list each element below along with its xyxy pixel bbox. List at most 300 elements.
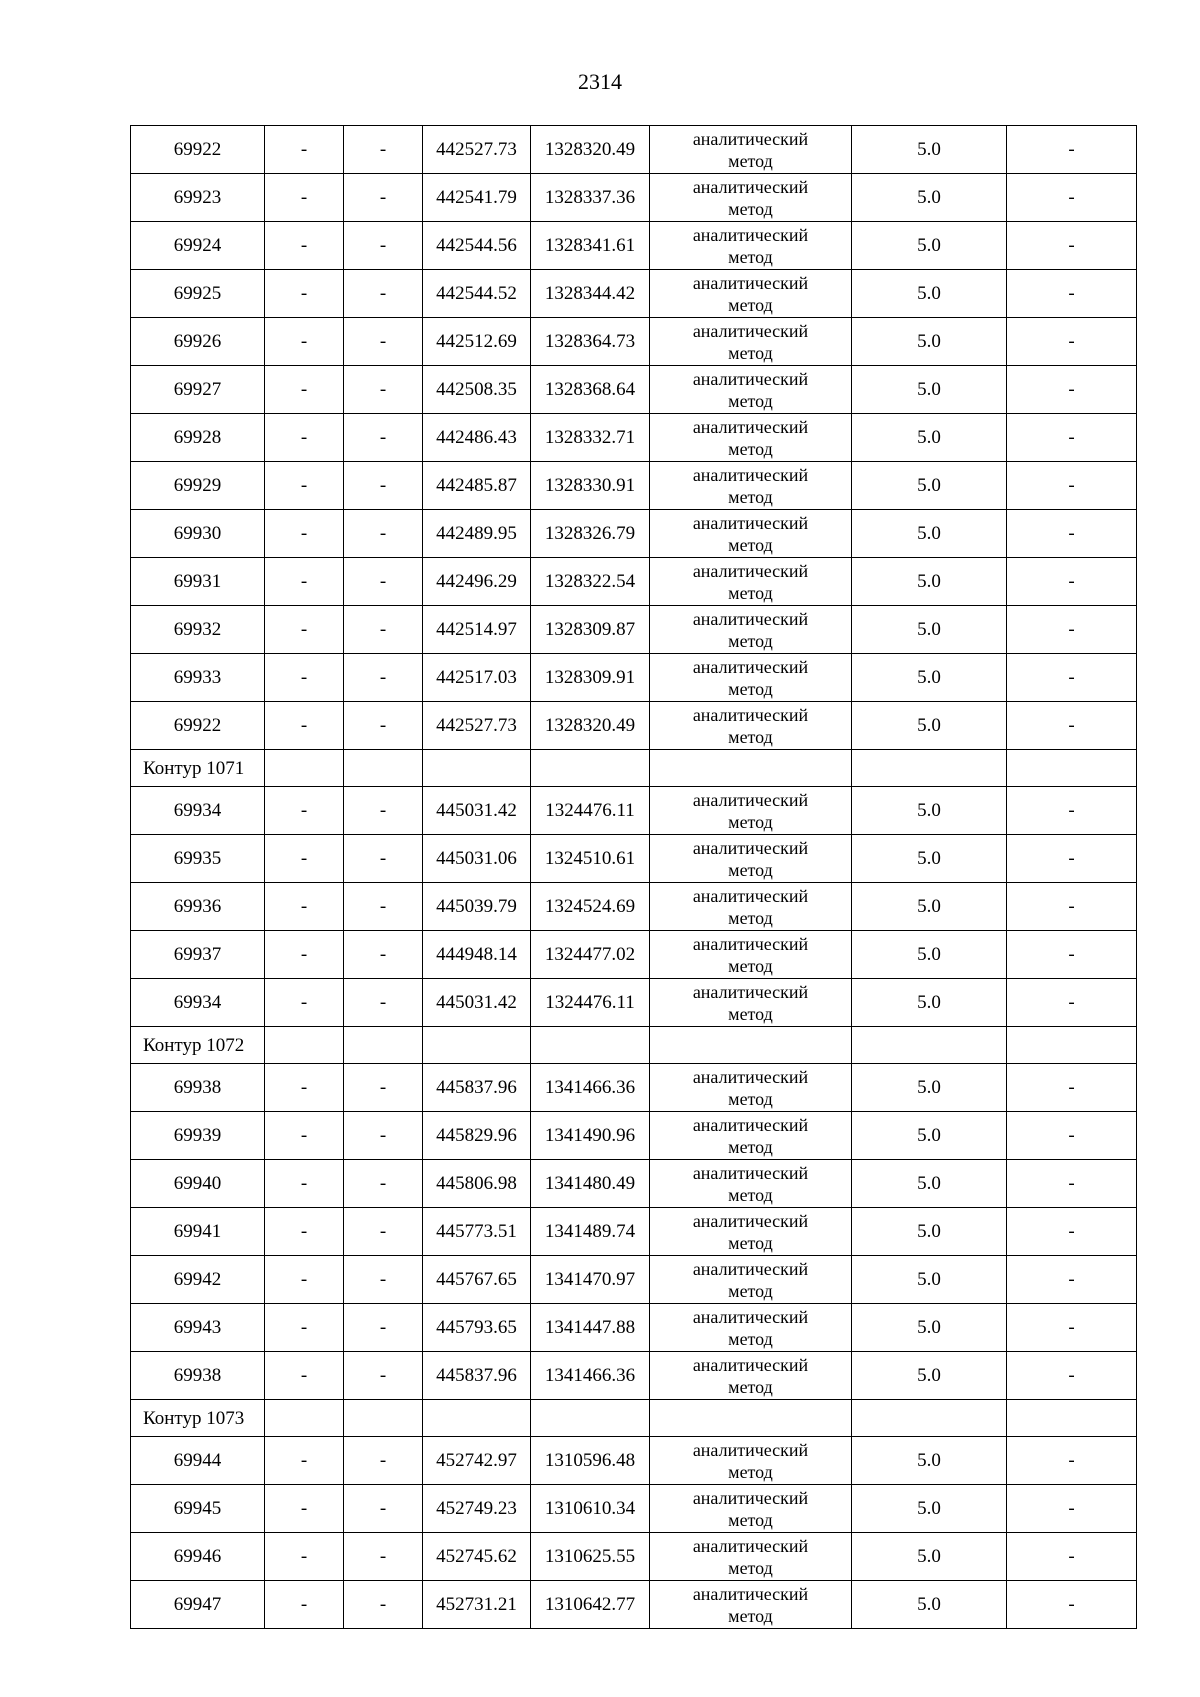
method-line1: аналитический [692, 1162, 809, 1183]
method-line2: метод [728, 150, 773, 171]
dash-cell: - [1007, 931, 1137, 979]
dash-cell: - [265, 126, 344, 174]
table-row [131, 606, 1137, 654]
method-line2: метод [728, 534, 773, 555]
coord-y: 1310642.77 [531, 1581, 650, 1629]
point-id: 69938 [131, 1352, 265, 1400]
coord-x: 445031.42 [423, 787, 531, 835]
dash-cell: - [344, 1208, 423, 1256]
dash-cell: - [1007, 979, 1137, 1027]
table-body [131, 126, 1137, 1629]
accuracy: 5.0 [852, 1256, 1007, 1304]
accuracy: 5.0 [852, 174, 1007, 222]
coord-y: 1328341.61 [531, 222, 650, 270]
point-id: 69922 [131, 126, 265, 174]
method-line1: аналитический [692, 224, 809, 245]
method-line2: метод [728, 438, 773, 459]
point-id: 69931 [131, 558, 265, 606]
point-id: 69928 [131, 414, 265, 462]
dash-cell: - [1007, 654, 1137, 702]
table-row [131, 979, 1137, 1027]
dash-cell: - [344, 222, 423, 270]
coord-y: 1328330.91 [531, 462, 650, 510]
point-id: 69942 [131, 1256, 265, 1304]
dash-cell: - [265, 1304, 344, 1352]
empty-cell [650, 750, 852, 787]
table-row [131, 835, 1137, 883]
method-line2: метод [728, 630, 773, 651]
dash-cell: - [1007, 318, 1137, 366]
accuracy: 5.0 [852, 1064, 1007, 1112]
table-row [131, 222, 1137, 270]
table-row [131, 318, 1137, 366]
dash-cell: - [1007, 606, 1137, 654]
point-id: 69923 [131, 174, 265, 222]
method-line2: метод [728, 1003, 773, 1024]
contour-label: Контур 1071 [131, 750, 265, 787]
empty-cell [852, 1027, 1007, 1064]
coord-y: 1328364.73 [531, 318, 650, 366]
dash-cell: - [265, 835, 344, 883]
coord-y: 1328326.79 [531, 510, 650, 558]
method-cell [650, 462, 852, 510]
point-id: 69941 [131, 1208, 265, 1256]
coord-x: 445829.96 [423, 1112, 531, 1160]
dash-cell: - [265, 510, 344, 558]
empty-cell [265, 1027, 344, 1064]
coord-x: 442508.35 [423, 366, 531, 414]
dash-cell: - [1007, 1485, 1137, 1533]
coord-y: 1328368.64 [531, 366, 650, 414]
coord-y: 1341489.74 [531, 1208, 650, 1256]
coord-y: 1328309.87 [531, 606, 650, 654]
page-number: 2314 [578, 69, 622, 94]
coord-x: 445773.51 [423, 1208, 531, 1256]
dash-cell: - [265, 414, 344, 462]
table-row [131, 126, 1137, 174]
dash-cell: - [344, 654, 423, 702]
table-row [131, 414, 1137, 462]
method-line1: аналитический [692, 128, 809, 149]
method-line1: аналитический [692, 1258, 809, 1279]
dash-cell: - [344, 606, 423, 654]
accuracy: 5.0 [852, 1208, 1007, 1256]
dash-cell: - [1007, 1304, 1137, 1352]
dash-cell: - [265, 1437, 344, 1485]
method-line1: аналитический [692, 464, 809, 485]
coord-y: 1341470.97 [531, 1256, 650, 1304]
point-id: 69930 [131, 510, 265, 558]
coord-y: 1341447.88 [531, 1304, 650, 1352]
method-line1: аналитический [692, 704, 809, 725]
method-line1: аналитический [692, 1114, 809, 1135]
table-row [131, 1112, 1137, 1160]
coord-x: 442541.79 [423, 174, 531, 222]
method-cell [650, 1485, 852, 1533]
coord-x: 444948.14 [423, 931, 531, 979]
point-id: 69947 [131, 1581, 265, 1629]
method-line2: метод [728, 1509, 773, 1530]
accuracy: 5.0 [852, 222, 1007, 270]
point-id: 69936 [131, 883, 265, 931]
method-line2: метод [728, 1280, 773, 1301]
empty-cell [344, 1027, 423, 1064]
empty-cell [531, 1400, 650, 1437]
dash-cell: - [1007, 462, 1137, 510]
method-line1: аналитический [692, 1583, 809, 1604]
method-line2: метод [728, 342, 773, 363]
dash-cell: - [344, 1064, 423, 1112]
coord-x: 445031.06 [423, 835, 531, 883]
dash-cell: - [1007, 414, 1137, 462]
coord-x: 452749.23 [423, 1485, 531, 1533]
method-cell [650, 1352, 852, 1400]
empty-cell [423, 1400, 531, 1437]
empty-cell [531, 1027, 650, 1064]
accuracy: 5.0 [852, 462, 1007, 510]
point-id: 69943 [131, 1304, 265, 1352]
method-cell [650, 654, 852, 702]
dash-cell: - [265, 1208, 344, 1256]
table-row [131, 1256, 1137, 1304]
accuracy: 5.0 [852, 702, 1007, 750]
empty-cell [1007, 1027, 1137, 1064]
dash-cell: - [344, 702, 423, 750]
dash-cell: - [265, 787, 344, 835]
coord-y: 1324476.11 [531, 979, 650, 1027]
point-id: 69922 [131, 702, 265, 750]
accuracy: 5.0 [852, 1437, 1007, 1485]
dash-cell: - [1007, 1352, 1137, 1400]
table-row [131, 510, 1137, 558]
dash-cell: - [1007, 1064, 1137, 1112]
dash-cell: - [265, 1352, 344, 1400]
method-cell [650, 366, 852, 414]
method-cell [650, 606, 852, 654]
coord-x: 445806.98 [423, 1160, 531, 1208]
empty-cell [650, 1400, 852, 1437]
dash-cell: - [344, 462, 423, 510]
point-id: 69932 [131, 606, 265, 654]
table-row [131, 558, 1137, 606]
dash-cell: - [1007, 702, 1137, 750]
method-cell [650, 1304, 852, 1352]
coord-x: 442489.95 [423, 510, 531, 558]
dash-cell: - [1007, 787, 1137, 835]
method-cell [650, 1437, 852, 1485]
point-id: 69937 [131, 931, 265, 979]
method-line1: аналитический [692, 1354, 809, 1375]
accuracy: 5.0 [852, 318, 1007, 366]
table-row [131, 1581, 1137, 1629]
method-line1: аналитический [692, 272, 809, 293]
table-row [131, 1304, 1137, 1352]
method-cell [650, 174, 852, 222]
dash-cell: - [344, 1256, 423, 1304]
accuracy: 5.0 [852, 414, 1007, 462]
method-line2: метод [728, 390, 773, 411]
dash-cell: - [265, 606, 344, 654]
table-row [131, 174, 1137, 222]
coord-y: 1341490.96 [531, 1112, 650, 1160]
coord-x: 442496.29 [423, 558, 531, 606]
method-line1: аналитический [692, 368, 809, 389]
coord-x: 442544.56 [423, 222, 531, 270]
coordinates-table [130, 125, 1137, 1629]
point-id: 69929 [131, 462, 265, 510]
table-row [131, 883, 1137, 931]
dash-cell: - [1007, 1581, 1137, 1629]
coord-x: 445039.79 [423, 883, 531, 931]
empty-cell [344, 1400, 423, 1437]
coord-x: 442527.73 [423, 126, 531, 174]
method-line2: метод [728, 907, 773, 928]
coord-x: 452742.97 [423, 1437, 531, 1485]
point-id: 69935 [131, 835, 265, 883]
method-line1: аналитический [692, 656, 809, 677]
method-line1: аналитический [692, 512, 809, 533]
method-cell [650, 1256, 852, 1304]
accuracy: 5.0 [852, 883, 1007, 931]
dash-cell: - [344, 787, 423, 835]
method-cell [650, 1064, 852, 1112]
dash-cell: - [344, 270, 423, 318]
dash-cell: - [265, 1112, 344, 1160]
table-row [131, 1352, 1137, 1400]
contour-label: Контур 1073 [131, 1400, 265, 1437]
coord-x: 445767.65 [423, 1256, 531, 1304]
method-line1: аналитический [692, 416, 809, 437]
method-line1: аналитический [692, 1439, 809, 1460]
method-cell [650, 787, 852, 835]
accuracy: 5.0 [852, 979, 1007, 1027]
dash-cell: - [344, 1160, 423, 1208]
method-cell [650, 931, 852, 979]
method-line2: метод [728, 678, 773, 699]
table-row [131, 654, 1137, 702]
accuracy: 5.0 [852, 1160, 1007, 1208]
dash-cell: - [344, 414, 423, 462]
dash-cell: - [344, 1352, 423, 1400]
method-line2: метод [728, 726, 773, 747]
method-line2: метод [728, 246, 773, 267]
coord-x: 452745.62 [423, 1533, 531, 1581]
method-cell [650, 1208, 852, 1256]
empty-cell [1007, 1400, 1137, 1437]
method-cell [650, 883, 852, 931]
method-line2: метод [728, 1605, 773, 1626]
empty-cell [344, 750, 423, 787]
dash-cell: - [344, 1112, 423, 1160]
method-line2: метод [728, 1088, 773, 1109]
accuracy: 5.0 [852, 1352, 1007, 1400]
coord-y: 1328322.54 [531, 558, 650, 606]
coord-x: 445837.96 [423, 1352, 531, 1400]
coord-y: 1341466.36 [531, 1352, 650, 1400]
method-cell [650, 1533, 852, 1581]
method-line1: аналитический [692, 1210, 809, 1231]
table-row [131, 931, 1137, 979]
method-cell [650, 702, 852, 750]
coord-x: 442486.43 [423, 414, 531, 462]
dash-cell: - [344, 318, 423, 366]
point-id: 69925 [131, 270, 265, 318]
method-cell [650, 558, 852, 606]
coord-y: 1324510.61 [531, 835, 650, 883]
point-id: 69946 [131, 1533, 265, 1581]
empty-cell [531, 750, 650, 787]
table-row [131, 787, 1137, 835]
method-line2: метод [728, 486, 773, 507]
contour-header-row [131, 1400, 1137, 1437]
table-row [131, 462, 1137, 510]
point-id: 69940 [131, 1160, 265, 1208]
coord-x: 442544.52 [423, 270, 531, 318]
method-line1: аналитический [692, 1487, 809, 1508]
table-row [131, 1485, 1137, 1533]
method-line1: аналитический [692, 981, 809, 1002]
accuracy: 5.0 [852, 126, 1007, 174]
dash-cell: - [265, 979, 344, 1027]
point-id: 69939 [131, 1112, 265, 1160]
dash-cell: - [344, 1581, 423, 1629]
dash-cell: - [344, 883, 423, 931]
coord-x: 445837.96 [423, 1064, 531, 1112]
dash-cell: - [265, 654, 344, 702]
method-cell [650, 126, 852, 174]
dash-cell: - [344, 510, 423, 558]
dash-cell: - [344, 1533, 423, 1581]
point-id: 69924 [131, 222, 265, 270]
coord-x: 452731.21 [423, 1581, 531, 1629]
method-cell [650, 414, 852, 462]
empty-cell [650, 1027, 852, 1064]
dash-cell: - [1007, 270, 1137, 318]
dash-cell: - [265, 883, 344, 931]
dash-cell: - [1007, 1256, 1137, 1304]
coord-y: 1328332.71 [531, 414, 650, 462]
method-cell [650, 835, 852, 883]
table-row [131, 702, 1137, 750]
coord-y: 1328344.42 [531, 270, 650, 318]
empty-cell [852, 1400, 1007, 1437]
method-line2: метод [728, 1328, 773, 1349]
table-row [131, 1533, 1137, 1581]
method-line2: метод [728, 582, 773, 603]
accuracy: 5.0 [852, 270, 1007, 318]
dash-cell: - [265, 366, 344, 414]
dash-cell: - [265, 1064, 344, 1112]
method-line2: метод [728, 294, 773, 315]
contour-header-row [131, 750, 1137, 787]
coord-y: 1328320.49 [531, 126, 650, 174]
dash-cell: - [344, 366, 423, 414]
coord-y: 1324476.11 [531, 787, 650, 835]
coord-x: 442514.97 [423, 606, 531, 654]
accuracy: 5.0 [852, 1304, 1007, 1352]
dash-cell: - [1007, 1533, 1137, 1581]
coord-y: 1310596.48 [531, 1437, 650, 1485]
coord-y: 1310610.34 [531, 1485, 650, 1533]
dash-cell: - [265, 1256, 344, 1304]
method-line2: метод [728, 1376, 773, 1397]
accuracy: 5.0 [852, 1533, 1007, 1581]
method-line1: аналитический [692, 1535, 809, 1556]
dash-cell: - [265, 1533, 344, 1581]
empty-cell [265, 750, 344, 787]
method-cell [650, 318, 852, 366]
dash-cell: - [1007, 558, 1137, 606]
method-line1: аналитический [692, 176, 809, 197]
table-row [131, 1437, 1137, 1485]
accuracy: 5.0 [852, 654, 1007, 702]
accuracy: 5.0 [852, 1485, 1007, 1533]
dash-cell: - [265, 462, 344, 510]
dash-cell: - [1007, 1112, 1137, 1160]
dash-cell: - [344, 1485, 423, 1533]
method-cell [650, 510, 852, 558]
method-line2: метод [728, 1557, 773, 1578]
method-line2: метод [728, 1184, 773, 1205]
table-row [131, 1160, 1137, 1208]
accuracy: 5.0 [852, 366, 1007, 414]
point-id: 69945 [131, 1485, 265, 1533]
dash-cell: - [265, 174, 344, 222]
empty-cell [265, 1400, 344, 1437]
dash-cell: - [344, 931, 423, 979]
empty-cell [423, 750, 531, 787]
method-line1: аналитический [692, 560, 809, 581]
method-line1: аналитический [692, 608, 809, 629]
accuracy: 5.0 [852, 606, 1007, 654]
dash-cell: - [265, 318, 344, 366]
table-row [131, 270, 1137, 318]
method-cell [650, 270, 852, 318]
method-line2: метод [728, 1232, 773, 1253]
accuracy: 5.0 [852, 835, 1007, 883]
point-id: 69934 [131, 787, 265, 835]
accuracy: 5.0 [852, 510, 1007, 558]
method-line1: аналитический [692, 837, 809, 858]
table-row [131, 366, 1137, 414]
dash-cell: - [265, 931, 344, 979]
accuracy: 5.0 [852, 1112, 1007, 1160]
coord-x: 445031.42 [423, 979, 531, 1027]
dash-cell: - [1007, 366, 1137, 414]
dash-cell: - [1007, 222, 1137, 270]
dash-cell: - [1007, 1160, 1137, 1208]
accuracy: 5.0 [852, 931, 1007, 979]
coord-x: 442517.03 [423, 654, 531, 702]
dash-cell: - [344, 1304, 423, 1352]
method-cell [650, 979, 852, 1027]
dash-cell: - [344, 174, 423, 222]
method-line1: аналитический [692, 885, 809, 906]
point-id: 69926 [131, 318, 265, 366]
method-line1: аналитический [692, 789, 809, 810]
contour-label: Контур 1072 [131, 1027, 265, 1064]
method-line2: метод [728, 1461, 773, 1482]
dash-cell: - [1007, 174, 1137, 222]
coord-x: 445793.65 [423, 1304, 531, 1352]
dash-cell: - [265, 222, 344, 270]
dash-cell: - [344, 835, 423, 883]
point-id: 69944 [131, 1437, 265, 1485]
dash-cell: - [1007, 126, 1137, 174]
coord-x: 442485.87 [423, 462, 531, 510]
empty-cell [1007, 750, 1137, 787]
dash-cell: - [265, 702, 344, 750]
